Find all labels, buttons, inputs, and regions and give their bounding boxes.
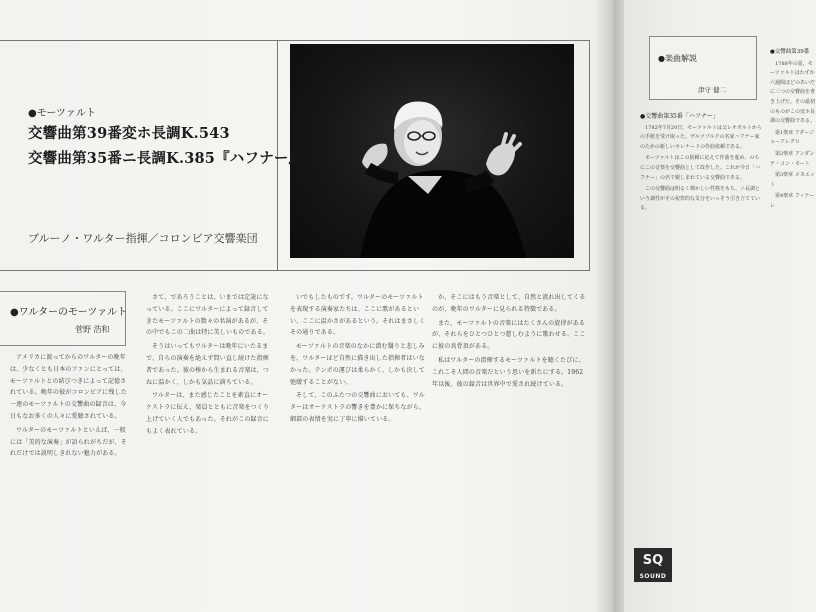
- logo-mark: SQ: [642, 553, 664, 568]
- paragraph: ワルターは、また感じたことを素直にオーケストラに伝え、楽員とともに音楽をつくり上げていく人でもあった。それがこの録音にもよく表れている。: [146, 392, 270, 435]
- symphony-39-title: 交響曲第39番変ホ長調K.543: [28, 125, 230, 142]
- conductor-silhouette: [290, 44, 574, 258]
- essay-column-1: [10, 352, 130, 607]
- header-right-rule: [589, 40, 590, 271]
- paragraph: アメリカに渡ってからのワルターの晩年は、少なくとも日本のファンにとっては、モーツァルトとの結びつきによって記憶されている。晩年の彼がコロンビアに残した一連のモーツァルトの交響曲の録音は、今日もなお多くの人々に愛聴されている。: [10, 354, 127, 420]
- conductor-photo: [290, 44, 574, 258]
- composer-label: ●モーツァルト: [28, 108, 96, 119]
- commentary-title: ●楽曲解説: [658, 54, 697, 63]
- paragraph: また、モーツァルトの音楽にはたくさんの旋律があるが、それらをひとつひとつ慈しむように歌わせる。ここに彼の真骨頂がある。: [432, 319, 586, 351]
- essay-heading-box: [0, 291, 126, 346]
- symphony-35-title: 交響曲第35番ニ長調K.385『ハフナー』: [28, 150, 304, 167]
- logo-sub: SOUND: [639, 573, 667, 580]
- commentary-author: 津守 健二: [698, 86, 727, 94]
- header-top-rule: [0, 40, 590, 41]
- performer-credit: ブルーノ・ワルター指揮／コロンビア交響楽団: [28, 232, 258, 245]
- essay-column-3: [290, 292, 428, 607]
- paragraph: そうはいってもワルターは晩年にいたるまで、自らの演奏を絶えず問い直し続けた指揮者であった。彼の棒から生まれる音楽は、つねに温かく、しかも気品に満ちている。: [146, 343, 269, 386]
- header-bottom-rule: [0, 270, 590, 271]
- paragraph: 1788年の夏、モーツァルトはわずか六週間ほどのあいだに三つの交響曲を書き上げた。その最初のものがこの変ホ長調の交響曲である。: [770, 60, 816, 125]
- paragraph: モーツァルトの音楽のなかに潜む翳りと悲しみを、ワルターほど自然に描き出した指揮者はいなかった。テンポの運びは柔らかく、しかも決して弛緩することがない。: [290, 343, 425, 386]
- paragraph: この交響曲は明るく輝かしい性格をもち、ニ長調という調性がその祝祭的な気分をいっそう引き立てている。: [640, 186, 761, 212]
- essay-title: ●ワルターのモーツァルト: [10, 307, 128, 318]
- paragraph: さて、であろうことは、いまでは定説になっている。ここにワルターによって録音してきたモーツァルトの数々の名演があるが、その中でもこの二曲は特に美しいものである。: [146, 294, 270, 337]
- section-heading: ●交響曲第35番「ハフナー」: [640, 113, 719, 120]
- sq-sound-logo: [634, 548, 672, 582]
- commentary-column-1: [640, 112, 762, 552]
- commentary-heading-box: [649, 36, 757, 100]
- movement-item: 第2楽章 アンダンテ・コン・モート: [770, 150, 815, 167]
- paragraph: 1782年7月20日、モーツァルトは父レオポルトからの手紙を受け取った。ザルツブルクの名家ハフナー家のための新しいセレナードの作曲依頼である。: [640, 124, 762, 150]
- movement-item: 第3楽章 メヌエット: [770, 172, 815, 188]
- essay-author: 菅野 浩和: [75, 325, 110, 334]
- paragraph: モーツァルトはこの依頼に応えて作曲を進め、のちにこの音楽を交響曲として改作した。これが今日「ハフナー」の名で親しまれている交響曲である。: [640, 155, 761, 181]
- essay-column-2: [146, 292, 272, 607]
- paragraph: 私はワルターの指揮するモーツァルトを聴くたびに、これこそ人間の音楽だという思いを新たにする。1962年以後、彼の録音は世界中で愛され続けている。: [432, 356, 585, 388]
- paragraph: か、そこにはもう音楽として、自然と流れ出してくるのが、晩年のワルターに見られる特徴である。: [432, 294, 586, 313]
- section-heading: ●交響曲第39番: [770, 49, 810, 55]
- movement-item: 第4楽章 フィナーレ: [770, 193, 815, 209]
- paragraph: いでもしたものです。ワルターのモーツァルトを表現する演奏家たちは、ここに歌があるといい、ここに温かさがあるという。それはまさしくその通りである。: [290, 294, 426, 337]
- commentary-column-2: [770, 48, 816, 568]
- paragraph: そして、このふたつの交響曲においても、ワルターはオーケストラの響きを豊かに保ちながら、細部の表情を実に丁寧に描いている。: [290, 392, 426, 423]
- essay-column-4: [432, 292, 586, 607]
- movement-item: 第1楽章 アダージョ—アレグロ: [770, 129, 815, 146]
- paragraph: ワルターのモーツァルトといえば、一般には「美的な演奏」が語られがちだが、それだけでは説明しきれない魅力がある。: [10, 426, 127, 458]
